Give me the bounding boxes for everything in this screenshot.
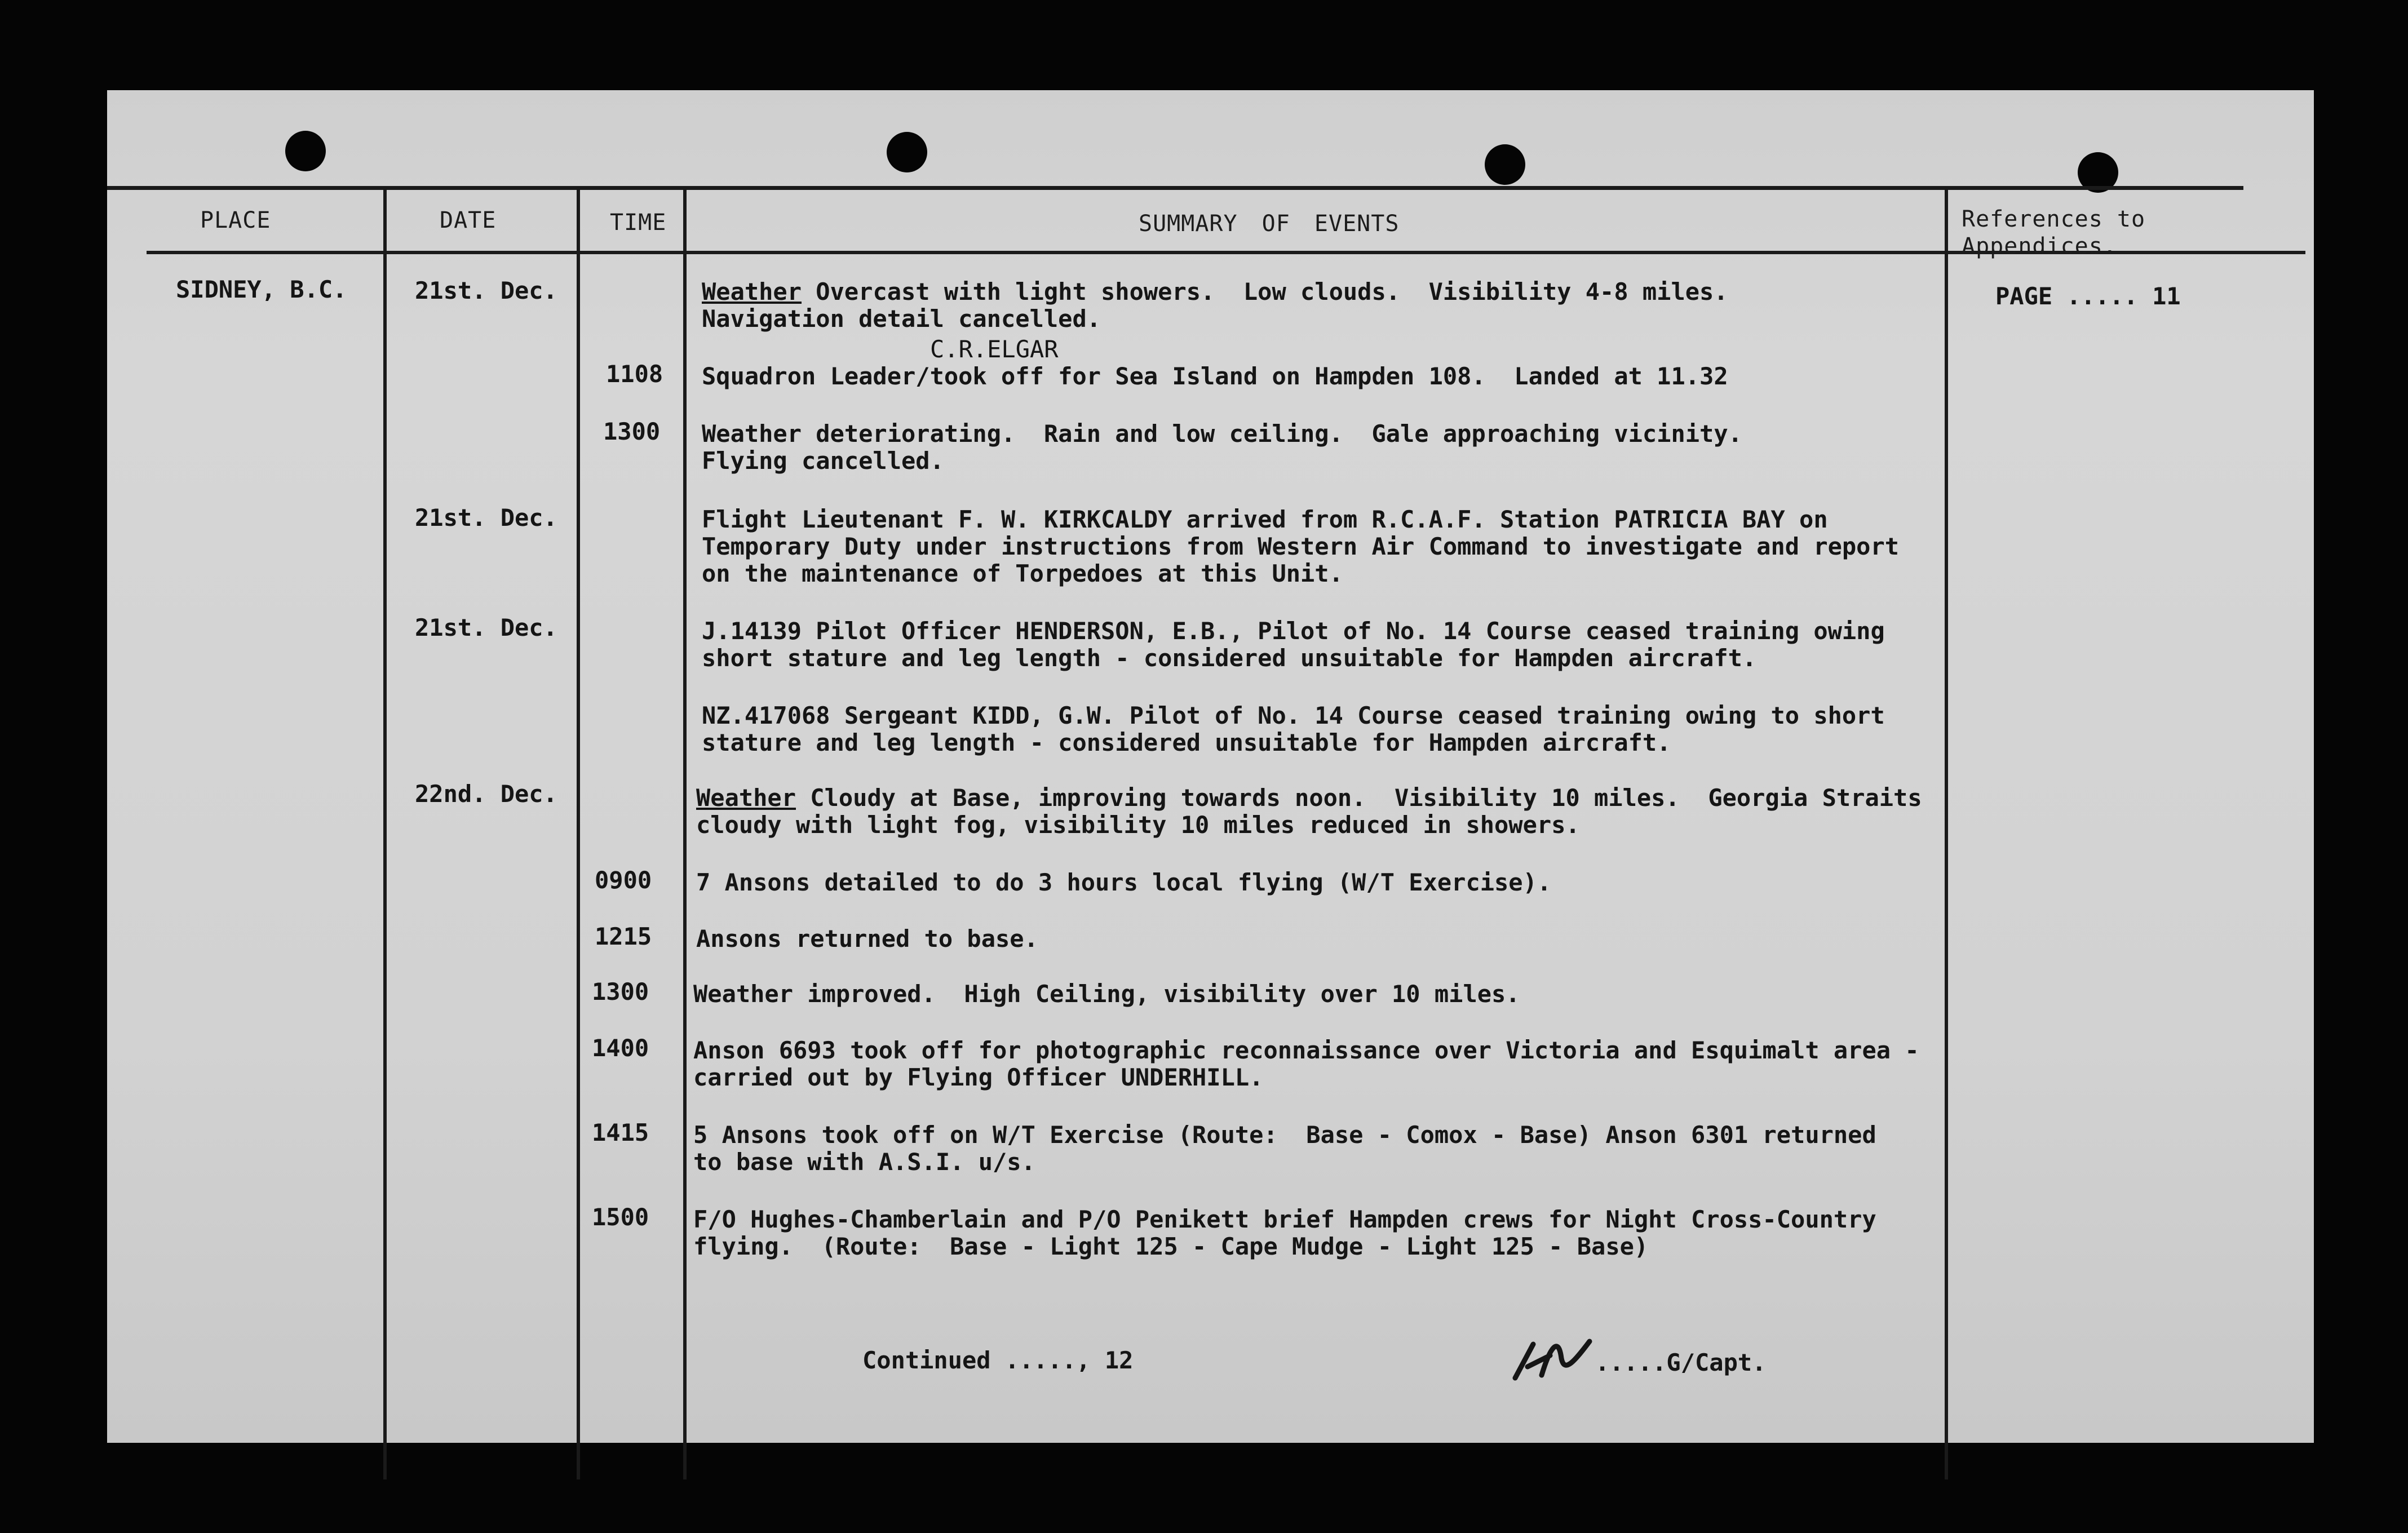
date-cell: 22nd. Dec. bbox=[415, 780, 557, 808]
header-place: PLACE bbox=[200, 207, 271, 233]
entry-weather-1 bbox=[702, 278, 1728, 305]
time-cell: 1415 bbox=[592, 1119, 649, 1146]
entry-text: Navigation detail cancelled. bbox=[702, 305, 1101, 333]
entry-text: stature and leg length - considered unsuitable for Hampden aircraft. bbox=[702, 729, 1671, 756]
entry-text: Weather improved. High Ceiling, visibility over 10 miles. bbox=[693, 980, 1520, 1008]
signature-rank: .....G/Capt. bbox=[1595, 1349, 1767, 1376]
column-divider-summary-references bbox=[1945, 189, 1948, 1479]
binder-hole bbox=[887, 132, 927, 172]
weather-heading: Weather bbox=[696, 784, 796, 812]
entry-text: Flying cancelled. bbox=[702, 447, 944, 475]
reference-cell: PAGE ..... 11 bbox=[1995, 282, 2181, 310]
header-top-rule bbox=[107, 186, 2243, 190]
entry-weather-2 bbox=[696, 785, 1922, 812]
column-divider-time-summary bbox=[683, 189, 687, 1479]
entry-text: Weather deteriorating. Rain and low ceiling. Gale approaching vicinity. bbox=[702, 420, 1742, 448]
time-cell: 1400 bbox=[592, 1034, 649, 1062]
header-summary-of-events: SUMMARY OF EVENTS bbox=[1139, 211, 1400, 237]
continued-note: Continued ....., 12 bbox=[862, 1346, 1134, 1374]
entry-text: on the maintenance of Torpedoes at this Unit. bbox=[702, 560, 1343, 587]
time-cell: 0900 bbox=[595, 866, 652, 894]
binder-hole bbox=[1485, 144, 1525, 185]
time-cell: 1300 bbox=[603, 418, 661, 445]
date-cell: 21st. Dec. bbox=[415, 504, 557, 531]
header-date: DATE bbox=[440, 207, 497, 233]
header-references-line2: Appendices. bbox=[1962, 233, 2117, 259]
entry-text: to base with A.S.I. u/s. bbox=[693, 1148, 1035, 1176]
column-divider-place-date bbox=[383, 189, 387, 1479]
header-references-line1: References to bbox=[1962, 206, 2146, 232]
entry-text: F/O Hughes-Chamberlain and P/O Penikett brief Hampden crews for Night Cross-Country bbox=[693, 1206, 1876, 1233]
entry-text: Ansons returned to base. bbox=[696, 925, 1038, 952]
entry-text: Cloudy at Base, improving towards noon. Visibility 10 miles. Georgia Straits bbox=[796, 784, 1922, 812]
entry-text: 5 Ansons took off on W/T Exercise (Route: Base - Comox - Base) Anson 6301 returned bbox=[693, 1121, 1876, 1149]
entry-text: Overcast with light showers. Low clouds. Visibility 4-8 miles. bbox=[802, 278, 1728, 305]
time-cell: 1108 bbox=[606, 360, 663, 388]
column-divider-date-time bbox=[577, 189, 580, 1479]
weather-heading: Weather bbox=[702, 278, 802, 305]
entry-text: flying. (Route: Base - Light 125 - Cape Mudge - Light 125 - Base) bbox=[693, 1233, 1649, 1260]
date-cell: 21st. Dec. bbox=[415, 277, 557, 304]
entry-text: carried out by Flying Officer UNDERHILL. bbox=[693, 1064, 1264, 1091]
place-cell: SIDNEY, B.C. bbox=[176, 276, 347, 303]
entry-text: 7 Ansons detailed to do 3 hours local flying (W/T Exercise). bbox=[696, 869, 1552, 896]
binder-hole bbox=[285, 131, 326, 171]
time-cell: 1500 bbox=[592, 1203, 649, 1231]
handwritten-insert-name: C.R.ELGAR bbox=[930, 335, 1059, 363]
time-cell: 1300 bbox=[592, 978, 649, 1005]
signature-scribble bbox=[1511, 1324, 1595, 1386]
time-cell: 1215 bbox=[595, 923, 652, 950]
entry-text: Temporary Duty under instructions from Western Air Command to investigate and report bbox=[702, 533, 1900, 560]
entry-text: J.14139 Pilot Officer HENDERSON, E.B., Pilot of No. 14 Course ceased training owing bbox=[702, 617, 1885, 645]
entry-text: Squadron Leader/took off for Sea Island on Hampden 108. Landed at 11.32 bbox=[702, 362, 1728, 390]
entry-text: Flight Lieutenant F. W. KIRKCALDY arrived from R.C.A.F. Station PATRICIA BAY on bbox=[702, 506, 1828, 533]
header-time: TIME bbox=[610, 210, 667, 236]
entry-text: NZ.417068 Sergeant KIDD, G.W. Pilot of No. 14 Course ceased training owing to short bbox=[702, 702, 1885, 729]
date-cell: 21st. Dec. bbox=[415, 614, 557, 641]
document-sheet bbox=[107, 90, 2314, 1443]
entry-text: short stature and leg length - considered unsuitable for Hampden aircraft. bbox=[702, 644, 1757, 672]
entry-text: Anson 6693 took off for photographic reconnaissance over Victoria and Esquimalt area - bbox=[693, 1036, 1919, 1064]
entry-text: cloudy with light fog, visibility 10 miles reduced in showers. bbox=[696, 811, 1580, 839]
